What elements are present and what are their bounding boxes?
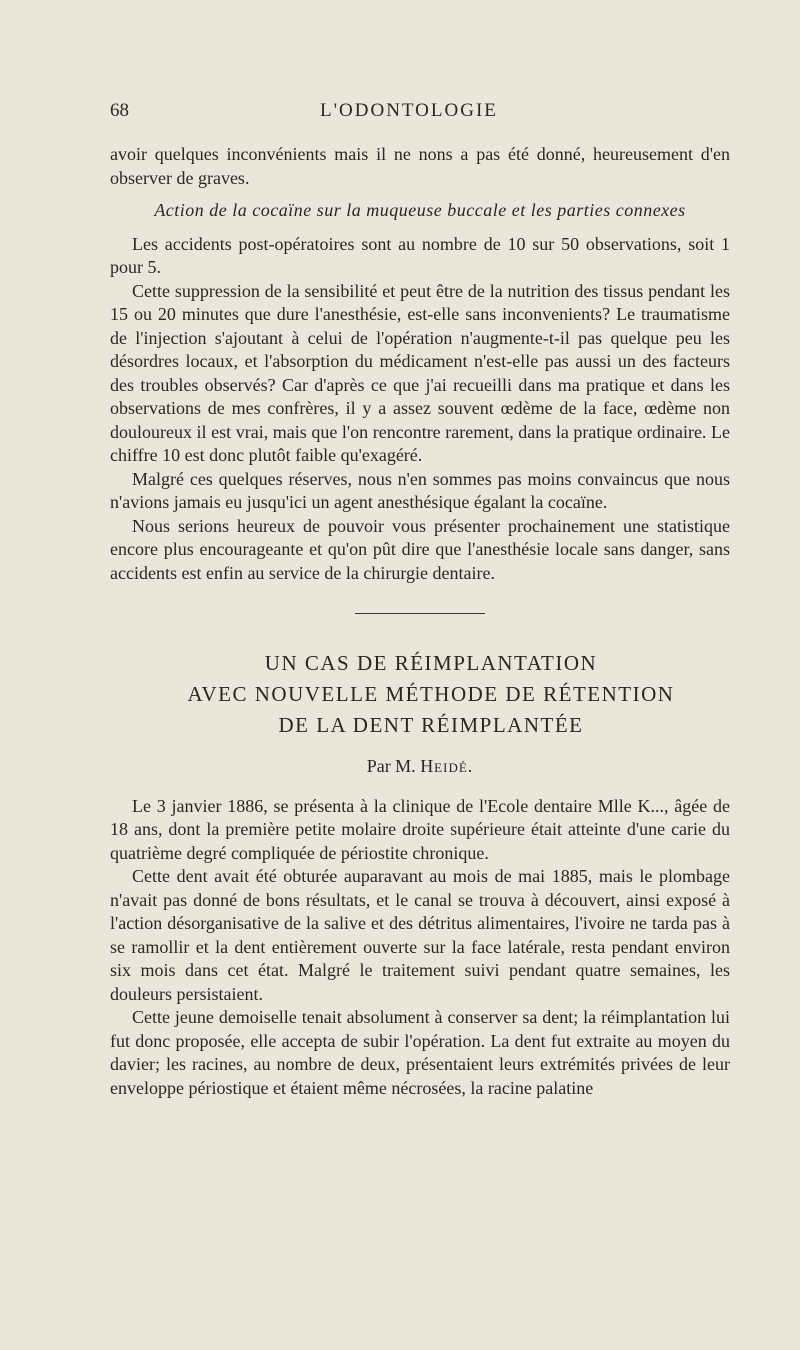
page-number: 68	[110, 100, 129, 121]
article-title	[110, 648, 730, 741]
article-title-line: DE LA DENT RÉIMPLANTÉE	[278, 713, 584, 737]
section-subheading: Action de la cocaïne sur la muqueuse buccale et les parties connexes	[154, 200, 686, 220]
section-divider	[355, 613, 485, 614]
paragraph: Cette jeune demoiselle tenait absolument à conserver sa dent; la réimplantation lui fut donc proposée, elle accepta de subir l'opération. La dent fut extraite au moyen du davier; les racines, au nombre de deux, présentaient leurs extrémités privées de leur enveloppe périostique et étaient même nécrosées, la racine palatine	[110, 1007, 730, 1098]
paragraph: Nous serions heureux de pouvoir vous présenter prochainement une statistique encore plus encourageante et qu'on pût dire que l'anesthésie locale sans danger, sans accidents est enfin au service de la chirurgie dentaire.	[110, 515, 730, 583]
page-header	[110, 100, 730, 130]
paragraph: Les accidents post-opératoires sont au nombre de 10 sur 50 observations, soit 1 pour 5.	[110, 233, 730, 277]
paragraph: Malgré ces quelques réserves, nous n'en sommes pas moins convaincus que nous n'avions jamais eu jusqu'ici un agent anesthésique égalant la cocaïne.	[110, 468, 730, 512]
article-title-line: UN CAS DE RÉIMPLANTATION	[264, 651, 598, 675]
paragraph: Cette suppression de la sensibilité et peut être de la nutrition des tissus pendant les 15 ou 20 minutes que dure l'anesthésie, est-elle sans inconvenients? Le traumatisme de l'injection s'ajoutant à celui de l'opération n'augmente-t-il pas quelque peu les désordres locaux, et l'absorption du médicament n'est-elle pas aussi un des facteurs des troubles observés? Car d'après ce que j'ai recueilli dans ma pratique et dans les observations de mes confrères, il y a assez souvent œdème de la face, œdème non douloureux il est vrai, mais que l'on rencontre rarement, dans la pratique ordinaire. Le chiffre 10 est donc plutôt faible qu'exagéré.	[110, 280, 730, 465]
continued-paragraph: avoir quelques inconvénients mais il ne nons a pas été donné, heureusement d'en observer de graves.	[110, 144, 730, 188]
paragraph: Cette dent avait été obturée auparavant au mois de mai 1885, mais le plombage n'avait pas donné de bons résultats, et le canal se trouva à découvert, ainsi exposé à l'action désorganisative de la salive et des détritus alimentaires, l'ivoire ne tarda pas à se ramollir et la dent entièrement ouverte sur la face latérale, resta pendant environ six mois dans cet état. Malgré le traitement suivi pendant quatre semaines, les douleurs persistaient.	[110, 866, 730, 1004]
article-title-line: AVEC NOUVELLE MÉTHODE DE RÉTENTION	[187, 682, 675, 706]
byline-prefix: Par M.	[366, 756, 416, 776]
byline	[110, 755, 730, 779]
page-body	[110, 143, 730, 1100]
byline-author: Heidé.	[420, 756, 474, 776]
running-title: L'ODONTOLOGIE	[320, 100, 498, 121]
paragraph: Le 3 janvier 1886, se présenta à la clinique de l'Ecole dentaire Mlle K..., âgée de 18 ans, dont la première petite molaire droite supérieure était atteinte d'une carie du quatrième degré compliquée de périostite chronique.	[110, 795, 730, 863]
